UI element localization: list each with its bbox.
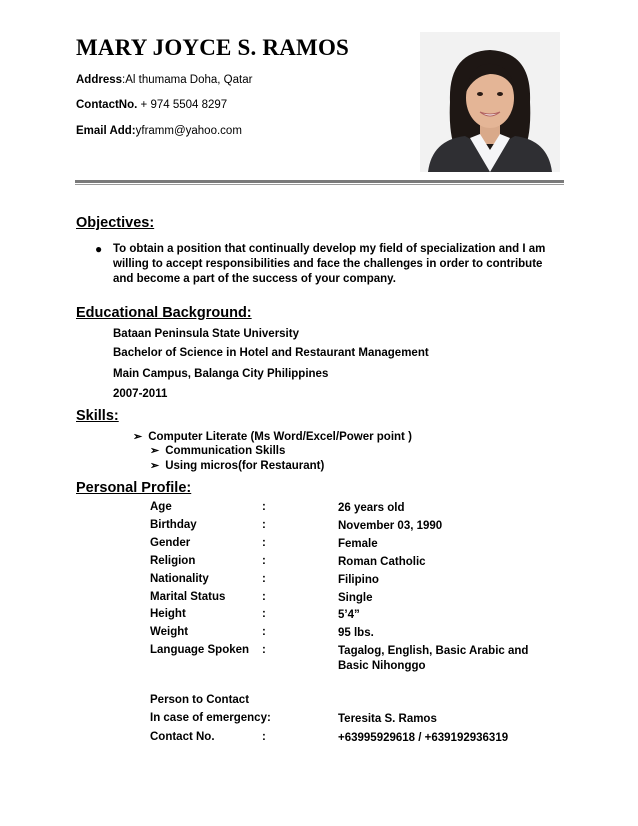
profile-colon: : <box>262 501 266 513</box>
skill-item <box>150 459 324 472</box>
education-years: 2007-2011 <box>113 388 168 400</box>
profile-colon: : <box>262 731 266 743</box>
profile-colon: : <box>262 519 266 531</box>
profile-value: 95 lbs. <box>338 627 374 639</box>
profile-label: Marital Status <box>150 591 226 603</box>
skill-item <box>133 430 412 443</box>
email-line <box>76 125 242 137</box>
contact-line <box>76 99 227 111</box>
profile-label: Gender <box>150 537 191 549</box>
emergency-label: In case of emergency: <box>150 712 271 724</box>
arrow-bullet-icon: ➢ <box>133 431 143 443</box>
profile-value: Filipino <box>338 574 379 586</box>
arrow-bullet-icon: ➢ <box>150 445 160 457</box>
profile-value: Tagalog, English, Basic Arabic and <box>338 645 529 657</box>
profile-colon: : <box>262 537 266 549</box>
education-degree: Bachelor of Science in Hotel and Restaurant Management <box>113 347 429 359</box>
profile-colon: : <box>262 555 266 567</box>
profile-value: Female <box>338 538 378 550</box>
profile-label: Nationality <box>150 573 209 585</box>
objective-text: To obtain a position that continually develop my field of specialization and I am willing to accept responsibilities and face the challenges in order to contribute and become a part of the success of your company. <box>113 243 546 285</box>
emergency-name: Teresita S. Ramos <box>338 713 437 725</box>
profile-value-continued: Basic Nihonggo <box>338 660 426 672</box>
resume-name: MARY JOYCE S. RAMOS <box>76 35 350 60</box>
profile-colon: : <box>262 591 266 603</box>
education-heading: Educational Background: <box>76 305 252 321</box>
profile-colon: : <box>262 626 266 638</box>
profile-value: November 03, 1990 <box>338 520 443 532</box>
profile-label: Age <box>150 501 172 513</box>
address-label: Address <box>76 74 123 86</box>
education-campus: Main Campus, Balanga City Philippines <box>113 368 329 380</box>
profile-label: Birthday <box>150 519 197 531</box>
skills-heading: Skills: <box>76 408 119 424</box>
skill-label: Using micros(for Restaurant) <box>165 460 325 472</box>
objectives-heading: Objectives: <box>76 215 155 231</box>
skill-item <box>150 444 285 457</box>
header-divider <box>75 180 564 183</box>
emergency-contact-value: +63995929618 / +639192936319 <box>338 732 509 744</box>
header-divider-thin <box>75 184 564 185</box>
skill-label: Computer Literate (Ms Word/Excel/Power point ) <box>148 431 412 443</box>
profile-label: Weight <box>150 626 189 638</box>
contact-label: ContactNo. <box>76 99 138 111</box>
profile-colon: : <box>262 644 266 656</box>
email-label: Email Add: <box>76 125 136 137</box>
profile-heading: Personal Profile: <box>76 480 192 496</box>
contact-value: + 974 5504 8297 <box>137 99 228 111</box>
profile-colon: : <box>262 608 266 620</box>
email-value: yframm@yahoo.com <box>135 125 242 137</box>
profile-value: Roman Catholic <box>338 556 426 568</box>
profile-colon: : <box>262 573 266 585</box>
profile-value: 26 years old <box>338 502 405 514</box>
objective-bullet: ● <box>95 242 103 256</box>
emergency-contact-label: Contact No. <box>150 731 215 743</box>
education-school: Bataan Peninsula State University <box>113 328 299 340</box>
profile-photo <box>420 32 560 172</box>
profile-label: Height <box>150 608 186 620</box>
arrow-bullet-icon: ➢ <box>150 460 160 472</box>
person-to-contact-label: Person to Contact <box>150 694 250 706</box>
profile-value: Single <box>338 592 373 604</box>
profile-value: 5’4” <box>338 609 360 621</box>
skill-label: Communication Skills <box>165 445 286 457</box>
profile-label: Religion <box>150 555 196 567</box>
address-line <box>76 74 252 86</box>
address-value: :Al thumama Doha, Qatar <box>122 74 253 86</box>
profile-label: Language Spoken <box>150 644 250 656</box>
